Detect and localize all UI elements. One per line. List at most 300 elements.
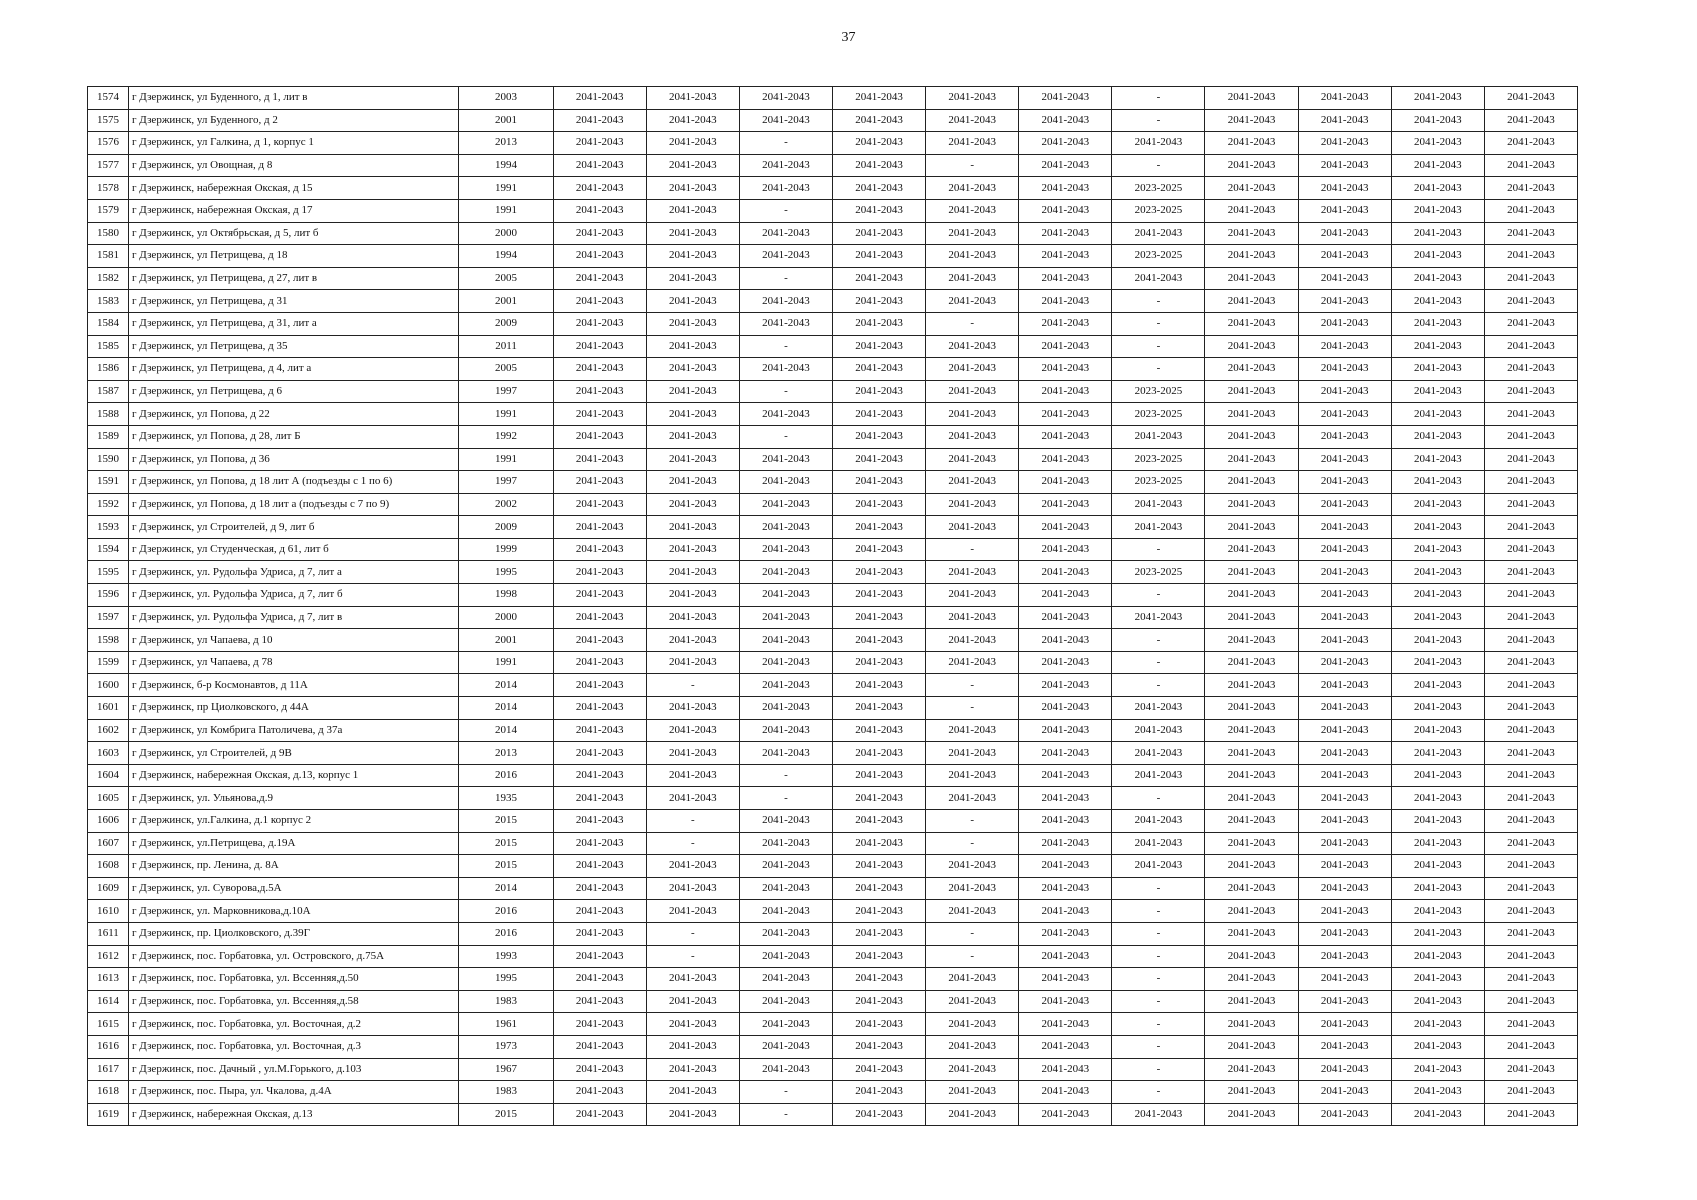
page-number: 37 bbox=[841, 30, 856, 45]
table-row bbox=[88, 493, 1578, 516]
term-6-cell: 2041-2043 bbox=[1019, 719, 1112, 742]
year-built-cell: 1991 bbox=[459, 651, 553, 674]
term-1-cell: 2041-2043 bbox=[553, 719, 646, 742]
term-1-cell: 2041-2043 bbox=[553, 764, 646, 787]
term-9-cell: 2041-2043 bbox=[1298, 810, 1391, 833]
term-5-cell: 2041-2043 bbox=[926, 990, 1019, 1013]
term-2-cell: 2041-2043 bbox=[646, 516, 739, 539]
term-5-cell: 2041-2043 bbox=[926, 177, 1019, 200]
term-7-cell: 2041-2043 bbox=[1112, 425, 1205, 448]
term-9-cell: 2041-2043 bbox=[1298, 832, 1391, 855]
term-3-cell: 2041-2043 bbox=[739, 87, 832, 110]
term-7-cell: - bbox=[1112, 945, 1205, 968]
term-8-cell: 2041-2043 bbox=[1205, 1103, 1298, 1126]
term-8-cell: 2041-2043 bbox=[1205, 425, 1298, 448]
term-2-cell: 2041-2043 bbox=[646, 335, 739, 358]
term-10-cell: 2041-2043 bbox=[1391, 832, 1484, 855]
term-1-cell: 2041-2043 bbox=[553, 87, 646, 110]
term-9-cell: 2041-2043 bbox=[1298, 199, 1391, 222]
term-7-cell: 2023-2025 bbox=[1112, 471, 1205, 494]
term-3-cell: 2041-2043 bbox=[739, 312, 832, 335]
term-2-cell: - bbox=[646, 945, 739, 968]
term-9-cell: 2041-2043 bbox=[1298, 1013, 1391, 1036]
address-cell: г Дзержинск, б-р Космонавтов, д 11А bbox=[129, 674, 459, 697]
address-cell: г Дзержинск, набережная Окская, д.13, корпус 1 bbox=[129, 764, 459, 787]
row-number-cell: 1614 bbox=[88, 990, 129, 1013]
row-number-cell: 1613 bbox=[88, 968, 129, 991]
term-10-cell: 2041-2043 bbox=[1391, 425, 1484, 448]
row-number-cell: 1593 bbox=[88, 516, 129, 539]
term-3-cell: 2041-2043 bbox=[739, 606, 832, 629]
term-9-cell: 2041-2043 bbox=[1298, 312, 1391, 335]
year-built-cell: 2013 bbox=[459, 742, 553, 765]
term-5-cell: 2041-2043 bbox=[926, 561, 1019, 584]
term-1-cell: 2041-2043 bbox=[553, 629, 646, 652]
row-number-cell: 1600 bbox=[88, 674, 129, 697]
address-cell: г Дзержинск, ул Чапаева, д 10 bbox=[129, 629, 459, 652]
term-6-cell: 2041-2043 bbox=[1019, 1013, 1112, 1036]
term-2-cell: 2041-2043 bbox=[646, 154, 739, 177]
term-7-cell: - bbox=[1112, 1058, 1205, 1081]
term-4-cell: 2041-2043 bbox=[832, 990, 925, 1013]
year-built-cell: 1995 bbox=[459, 968, 553, 991]
address-cell: г Дзержинск, ул. Рудольфа Удриса, д 7, лит в bbox=[129, 606, 459, 629]
term-3-cell: 2041-2043 bbox=[739, 1035, 832, 1058]
term-9-cell: 2041-2043 bbox=[1298, 1081, 1391, 1104]
year-built-cell: 2005 bbox=[459, 267, 553, 290]
term-2-cell: 2041-2043 bbox=[646, 584, 739, 607]
term-11-cell: 2041-2043 bbox=[1484, 154, 1577, 177]
term-11-cell: 2041-2043 bbox=[1484, 697, 1577, 720]
row-number-cell: 1594 bbox=[88, 538, 129, 561]
term-7-cell: 2041-2043 bbox=[1112, 606, 1205, 629]
term-7-cell: - bbox=[1112, 1013, 1205, 1036]
table-row bbox=[88, 403, 1578, 426]
term-1-cell: 2041-2043 bbox=[553, 922, 646, 945]
term-2-cell: 2041-2043 bbox=[646, 109, 739, 132]
term-10-cell: 2041-2043 bbox=[1391, 516, 1484, 539]
term-4-cell: 2041-2043 bbox=[832, 877, 925, 900]
term-5-cell: 2041-2043 bbox=[926, 132, 1019, 155]
term-9-cell: 2041-2043 bbox=[1298, 425, 1391, 448]
table-row bbox=[88, 154, 1578, 177]
term-11-cell: 2041-2043 bbox=[1484, 832, 1577, 855]
term-10-cell: 2041-2043 bbox=[1391, 561, 1484, 584]
term-10-cell: 2041-2043 bbox=[1391, 87, 1484, 110]
row-number-cell: 1611 bbox=[88, 922, 129, 945]
row-number-cell: 1577 bbox=[88, 154, 129, 177]
year-built-cell: 2005 bbox=[459, 358, 553, 381]
address-cell: г Дзержинск, ул Буденного, д 2 bbox=[129, 109, 459, 132]
year-built-cell: 2001 bbox=[459, 109, 553, 132]
term-3-cell: 2041-2043 bbox=[739, 222, 832, 245]
term-3-cell: 2041-2043 bbox=[739, 154, 832, 177]
row-number-cell: 1619 bbox=[88, 1103, 129, 1126]
term-8-cell: 2041-2043 bbox=[1205, 538, 1298, 561]
term-6-cell: 2041-2043 bbox=[1019, 584, 1112, 607]
table-row bbox=[88, 697, 1578, 720]
term-8-cell: 2041-2043 bbox=[1205, 109, 1298, 132]
term-8-cell: 2041-2043 bbox=[1205, 87, 1298, 110]
table-row bbox=[88, 358, 1578, 381]
term-7-cell: 2023-2025 bbox=[1112, 561, 1205, 584]
term-9-cell: 2041-2043 bbox=[1298, 855, 1391, 878]
term-3-cell: 2041-2043 bbox=[739, 990, 832, 1013]
term-1-cell: 2041-2043 bbox=[553, 335, 646, 358]
year-built-cell: 1995 bbox=[459, 561, 553, 584]
year-built-cell: 2015 bbox=[459, 855, 553, 878]
term-2-cell: 2041-2043 bbox=[646, 1035, 739, 1058]
term-2-cell: 2041-2043 bbox=[646, 358, 739, 381]
year-built-cell: 1973 bbox=[459, 1035, 553, 1058]
term-1-cell: 2041-2043 bbox=[553, 787, 646, 810]
term-10-cell: 2041-2043 bbox=[1391, 1081, 1484, 1104]
term-7-cell: - bbox=[1112, 990, 1205, 1013]
term-9-cell: 2041-2043 bbox=[1298, 764, 1391, 787]
term-5-cell: 2041-2043 bbox=[926, 629, 1019, 652]
term-8-cell: 2041-2043 bbox=[1205, 787, 1298, 810]
year-built-cell: 1997 bbox=[459, 471, 553, 494]
term-10-cell: 2041-2043 bbox=[1391, 787, 1484, 810]
address-cell: г Дзержинск, ул Чапаева, д 78 bbox=[129, 651, 459, 674]
term-9-cell: 2041-2043 bbox=[1298, 403, 1391, 426]
term-3-cell: 2041-2043 bbox=[739, 877, 832, 900]
term-4-cell: 2041-2043 bbox=[832, 1035, 925, 1058]
term-4-cell: 2041-2043 bbox=[832, 968, 925, 991]
term-3-cell: 2041-2043 bbox=[739, 945, 832, 968]
table-row bbox=[88, 877, 1578, 900]
term-2-cell: 2041-2043 bbox=[646, 403, 739, 426]
term-1-cell: 2041-2043 bbox=[553, 109, 646, 132]
term-6-cell: 2041-2043 bbox=[1019, 154, 1112, 177]
term-6-cell: 2041-2043 bbox=[1019, 877, 1112, 900]
term-4-cell: 2041-2043 bbox=[832, 697, 925, 720]
term-10-cell: 2041-2043 bbox=[1391, 403, 1484, 426]
term-11-cell: 2041-2043 bbox=[1484, 810, 1577, 833]
term-11-cell: 2041-2043 bbox=[1484, 1035, 1577, 1058]
term-4-cell: 2041-2043 bbox=[832, 674, 925, 697]
address-cell: г Дзержинск, ул Попова, д 22 bbox=[129, 403, 459, 426]
term-4-cell: 2041-2043 bbox=[832, 922, 925, 945]
term-11-cell: 2041-2043 bbox=[1484, 312, 1577, 335]
table-row bbox=[88, 448, 1578, 471]
term-1-cell: 2041-2043 bbox=[553, 1103, 646, 1126]
term-9-cell: 2041-2043 bbox=[1298, 561, 1391, 584]
year-built-cell: 2003 bbox=[459, 87, 553, 110]
term-6-cell: 2041-2043 bbox=[1019, 742, 1112, 765]
term-1-cell: 2041-2043 bbox=[553, 606, 646, 629]
year-built-cell: 2015 bbox=[459, 810, 553, 833]
term-6-cell: 2041-2043 bbox=[1019, 561, 1112, 584]
term-3-cell: 2041-2043 bbox=[739, 651, 832, 674]
term-2-cell: 2041-2043 bbox=[646, 697, 739, 720]
address-cell: г Дзержинск, ул Галкина, д 1, корпус 1 bbox=[129, 132, 459, 155]
term-7-cell: 2041-2043 bbox=[1112, 493, 1205, 516]
table-row bbox=[88, 651, 1578, 674]
row-number-cell: 1601 bbox=[88, 697, 129, 720]
term-3-cell: 2041-2043 bbox=[739, 584, 832, 607]
term-6-cell: 2041-2043 bbox=[1019, 1058, 1112, 1081]
term-11-cell: 2041-2043 bbox=[1484, 900, 1577, 923]
term-5-cell: 2041-2043 bbox=[926, 199, 1019, 222]
term-11-cell: 2041-2043 bbox=[1484, 629, 1577, 652]
term-3-cell: 2041-2043 bbox=[739, 1058, 832, 1081]
row-number-cell: 1589 bbox=[88, 425, 129, 448]
term-7-cell: 2023-2025 bbox=[1112, 448, 1205, 471]
term-10-cell: 2041-2043 bbox=[1391, 154, 1484, 177]
term-11-cell: 2041-2043 bbox=[1484, 335, 1577, 358]
term-1-cell: 2041-2043 bbox=[553, 177, 646, 200]
term-5-cell: 2041-2043 bbox=[926, 855, 1019, 878]
term-1-cell: 2041-2043 bbox=[553, 584, 646, 607]
term-5-cell: 2041-2043 bbox=[926, 425, 1019, 448]
year-built-cell: 2000 bbox=[459, 222, 553, 245]
term-8-cell: 2041-2043 bbox=[1205, 855, 1298, 878]
table-row bbox=[88, 267, 1578, 290]
term-3-cell: 2041-2043 bbox=[739, 538, 832, 561]
term-6-cell: 2041-2043 bbox=[1019, 448, 1112, 471]
row-number-cell: 1607 bbox=[88, 832, 129, 855]
term-11-cell: 2041-2043 bbox=[1484, 493, 1577, 516]
term-8-cell: 2041-2043 bbox=[1205, 222, 1298, 245]
address-cell: г Дзержинск, ул. Суворова,д.5А bbox=[129, 877, 459, 900]
term-2-cell: 2041-2043 bbox=[646, 380, 739, 403]
term-7-cell: - bbox=[1112, 290, 1205, 313]
term-6-cell: 2041-2043 bbox=[1019, 945, 1112, 968]
table-row bbox=[88, 245, 1578, 268]
term-9-cell: 2041-2043 bbox=[1298, 87, 1391, 110]
term-10-cell: 2041-2043 bbox=[1391, 222, 1484, 245]
term-9-cell: 2041-2043 bbox=[1298, 922, 1391, 945]
term-8-cell: 2041-2043 bbox=[1205, 132, 1298, 155]
term-6-cell: 2041-2043 bbox=[1019, 493, 1112, 516]
term-9-cell: 2041-2043 bbox=[1298, 290, 1391, 313]
housing-repair-schedule-table bbox=[87, 86, 1578, 1126]
table-row bbox=[88, 787, 1578, 810]
term-11-cell: 2041-2043 bbox=[1484, 1013, 1577, 1036]
term-7-cell: - bbox=[1112, 538, 1205, 561]
address-cell: г Дзержинск, ул Овощная, д 8 bbox=[129, 154, 459, 177]
row-number-cell: 1578 bbox=[88, 177, 129, 200]
term-10-cell: 2041-2043 bbox=[1391, 312, 1484, 335]
address-cell: г Дзержинск, ул Строителей, д 9, лит б bbox=[129, 516, 459, 539]
term-11-cell: 2041-2043 bbox=[1484, 1081, 1577, 1104]
row-number-cell: 1598 bbox=[88, 629, 129, 652]
year-built-cell: 2015 bbox=[459, 832, 553, 855]
year-built-cell: 1991 bbox=[459, 199, 553, 222]
term-9-cell: 2041-2043 bbox=[1298, 742, 1391, 765]
term-6-cell: 2041-2043 bbox=[1019, 222, 1112, 245]
row-number-cell: 1603 bbox=[88, 742, 129, 765]
table-row bbox=[88, 335, 1578, 358]
term-3-cell: - bbox=[739, 267, 832, 290]
term-8-cell: 2041-2043 bbox=[1205, 1035, 1298, 1058]
term-6-cell: 2041-2043 bbox=[1019, 109, 1112, 132]
row-number-cell: 1599 bbox=[88, 651, 129, 674]
term-10-cell: 2041-2043 bbox=[1391, 199, 1484, 222]
row-number-cell: 1576 bbox=[88, 132, 129, 155]
term-4-cell: 2041-2043 bbox=[832, 787, 925, 810]
term-5-cell: 2041-2043 bbox=[926, 222, 1019, 245]
term-2-cell: 2041-2043 bbox=[646, 177, 739, 200]
term-5-cell: 2041-2043 bbox=[926, 1035, 1019, 1058]
year-built-cell: 1991 bbox=[459, 177, 553, 200]
term-3-cell: 2041-2043 bbox=[739, 403, 832, 426]
term-5-cell: 2041-2043 bbox=[926, 403, 1019, 426]
term-4-cell: 2041-2043 bbox=[832, 855, 925, 878]
term-4-cell: 2041-2043 bbox=[832, 380, 925, 403]
term-2-cell: - bbox=[646, 832, 739, 855]
term-5-cell: 2041-2043 bbox=[926, 877, 1019, 900]
term-5-cell: - bbox=[926, 697, 1019, 720]
address-cell: г Дзержинск, ул Петрищева, д 31 bbox=[129, 290, 459, 313]
term-9-cell: 2041-2043 bbox=[1298, 245, 1391, 268]
term-4-cell: 2041-2043 bbox=[832, 832, 925, 855]
term-2-cell: 2041-2043 bbox=[646, 1013, 739, 1036]
table-row bbox=[88, 1058, 1578, 1081]
address-cell: г Дзержинск, ул Петрищева, д 6 bbox=[129, 380, 459, 403]
address-cell: г Дзержинск, пр Циолковского, д 44А bbox=[129, 697, 459, 720]
term-3-cell: 2041-2043 bbox=[739, 968, 832, 991]
term-10-cell: 2041-2043 bbox=[1391, 1035, 1484, 1058]
term-1-cell: 2041-2043 bbox=[553, 154, 646, 177]
term-10-cell: 2041-2043 bbox=[1391, 1013, 1484, 1036]
term-5-cell: - bbox=[926, 674, 1019, 697]
row-number-cell: 1615 bbox=[88, 1013, 129, 1036]
term-10-cell: 2041-2043 bbox=[1391, 877, 1484, 900]
term-10-cell: 2041-2043 bbox=[1391, 1058, 1484, 1081]
term-11-cell: 2041-2043 bbox=[1484, 222, 1577, 245]
term-9-cell: 2041-2043 bbox=[1298, 222, 1391, 245]
table-row bbox=[88, 290, 1578, 313]
table-row bbox=[88, 516, 1578, 539]
term-8-cell: 2041-2043 bbox=[1205, 312, 1298, 335]
table-row bbox=[88, 584, 1578, 607]
term-5-cell: 2041-2043 bbox=[926, 606, 1019, 629]
term-4-cell: 2041-2043 bbox=[832, 109, 925, 132]
address-cell: г Дзержинск, пос. Горбатовка, ул. Островского, д.75А bbox=[129, 945, 459, 968]
term-6-cell: 2041-2043 bbox=[1019, 538, 1112, 561]
term-1-cell: 2041-2043 bbox=[553, 1035, 646, 1058]
term-1-cell: 2041-2043 bbox=[553, 471, 646, 494]
address-cell: г Дзержинск, пос. Горбатовка, ул. Восточная, д.3 bbox=[129, 1035, 459, 1058]
address-cell: г Дзержинск, ул Студенческая, д 61, лит б bbox=[129, 538, 459, 561]
term-4-cell: 2041-2043 bbox=[832, 493, 925, 516]
term-8-cell: 2041-2043 bbox=[1205, 900, 1298, 923]
term-4-cell: 2041-2043 bbox=[832, 177, 925, 200]
year-built-cell: 1991 bbox=[459, 403, 553, 426]
term-3-cell: 2041-2043 bbox=[739, 719, 832, 742]
term-2-cell: 2041-2043 bbox=[646, 132, 739, 155]
row-number-cell: 1591 bbox=[88, 471, 129, 494]
table-row bbox=[88, 764, 1578, 787]
year-built-cell: 2000 bbox=[459, 606, 553, 629]
term-10-cell: 2041-2043 bbox=[1391, 290, 1484, 313]
term-9-cell: 2041-2043 bbox=[1298, 154, 1391, 177]
term-3-cell: - bbox=[739, 132, 832, 155]
term-2-cell: 2041-2043 bbox=[646, 448, 739, 471]
term-1-cell: 2041-2043 bbox=[553, 990, 646, 1013]
row-number-cell: 1609 bbox=[88, 877, 129, 900]
address-cell: г Дзержинск, набережная Окская, д.13 bbox=[129, 1103, 459, 1126]
table-row bbox=[88, 199, 1578, 222]
term-1-cell: 2041-2043 bbox=[553, 448, 646, 471]
address-cell: г Дзержинск, пр. Ленина, д. 8А bbox=[129, 855, 459, 878]
term-1-cell: 2041-2043 bbox=[553, 222, 646, 245]
term-5-cell: 2041-2043 bbox=[926, 742, 1019, 765]
row-number-cell: 1596 bbox=[88, 584, 129, 607]
term-1-cell: 2041-2043 bbox=[553, 516, 646, 539]
term-1-cell: 2041-2043 bbox=[553, 493, 646, 516]
term-7-cell: 2023-2025 bbox=[1112, 380, 1205, 403]
term-9-cell: 2041-2043 bbox=[1298, 1103, 1391, 1126]
term-4-cell: 2041-2043 bbox=[832, 1013, 925, 1036]
table-row bbox=[88, 538, 1578, 561]
row-number-cell: 1610 bbox=[88, 900, 129, 923]
address-cell: г Дзержинск, ул. Ульянова,д.9 bbox=[129, 787, 459, 810]
row-number-cell: 1616 bbox=[88, 1035, 129, 1058]
term-9-cell: 2041-2043 bbox=[1298, 1035, 1391, 1058]
row-number-cell: 1608 bbox=[88, 855, 129, 878]
term-3-cell: - bbox=[739, 1081, 832, 1104]
term-9-cell: 2041-2043 bbox=[1298, 990, 1391, 1013]
year-built-cell: 1999 bbox=[459, 538, 553, 561]
term-10-cell: 2041-2043 bbox=[1391, 764, 1484, 787]
term-11-cell: 2041-2043 bbox=[1484, 538, 1577, 561]
table-row bbox=[88, 629, 1578, 652]
term-7-cell: 2041-2043 bbox=[1112, 1103, 1205, 1126]
term-10-cell: 2041-2043 bbox=[1391, 493, 1484, 516]
term-1-cell: 2041-2043 bbox=[553, 358, 646, 381]
term-6-cell: 2041-2043 bbox=[1019, 629, 1112, 652]
term-1-cell: 2041-2043 bbox=[553, 132, 646, 155]
term-9-cell: 2041-2043 bbox=[1298, 968, 1391, 991]
row-number-cell: 1612 bbox=[88, 945, 129, 968]
table-row bbox=[88, 1013, 1578, 1036]
row-number-cell: 1588 bbox=[88, 403, 129, 426]
term-5-cell: 2041-2043 bbox=[926, 764, 1019, 787]
term-9-cell: 2041-2043 bbox=[1298, 651, 1391, 674]
term-8-cell: 2041-2043 bbox=[1205, 290, 1298, 313]
term-10-cell: 2041-2043 bbox=[1391, 922, 1484, 945]
term-9-cell: 2041-2043 bbox=[1298, 697, 1391, 720]
term-4-cell: 2041-2043 bbox=[832, 471, 925, 494]
term-4-cell: 2041-2043 bbox=[832, 538, 925, 561]
term-8-cell: 2041-2043 bbox=[1205, 403, 1298, 426]
term-8-cell: 2041-2043 bbox=[1205, 629, 1298, 652]
address-cell: г Дзержинск, ул Попова, д 28, лит Б bbox=[129, 425, 459, 448]
term-1-cell: 2041-2043 bbox=[553, 742, 646, 765]
term-1-cell: 2041-2043 bbox=[553, 199, 646, 222]
term-7-cell: 2041-2043 bbox=[1112, 764, 1205, 787]
term-8-cell: 2041-2043 bbox=[1205, 154, 1298, 177]
term-9-cell: 2041-2043 bbox=[1298, 787, 1391, 810]
term-7-cell: - bbox=[1112, 787, 1205, 810]
term-7-cell: 2041-2043 bbox=[1112, 132, 1205, 155]
term-7-cell: 2023-2025 bbox=[1112, 177, 1205, 200]
term-11-cell: 2041-2043 bbox=[1484, 945, 1577, 968]
term-3-cell: 2041-2043 bbox=[739, 1013, 832, 1036]
term-5-cell: 2041-2043 bbox=[926, 1103, 1019, 1126]
term-8-cell: 2041-2043 bbox=[1205, 606, 1298, 629]
term-8-cell: 2041-2043 bbox=[1205, 764, 1298, 787]
term-2-cell: 2041-2043 bbox=[646, 651, 739, 674]
term-10-cell: 2041-2043 bbox=[1391, 538, 1484, 561]
term-6-cell: 2041-2043 bbox=[1019, 697, 1112, 720]
term-2-cell: 2041-2043 bbox=[646, 87, 739, 110]
table-row bbox=[88, 312, 1578, 335]
row-number-cell: 1580 bbox=[88, 222, 129, 245]
